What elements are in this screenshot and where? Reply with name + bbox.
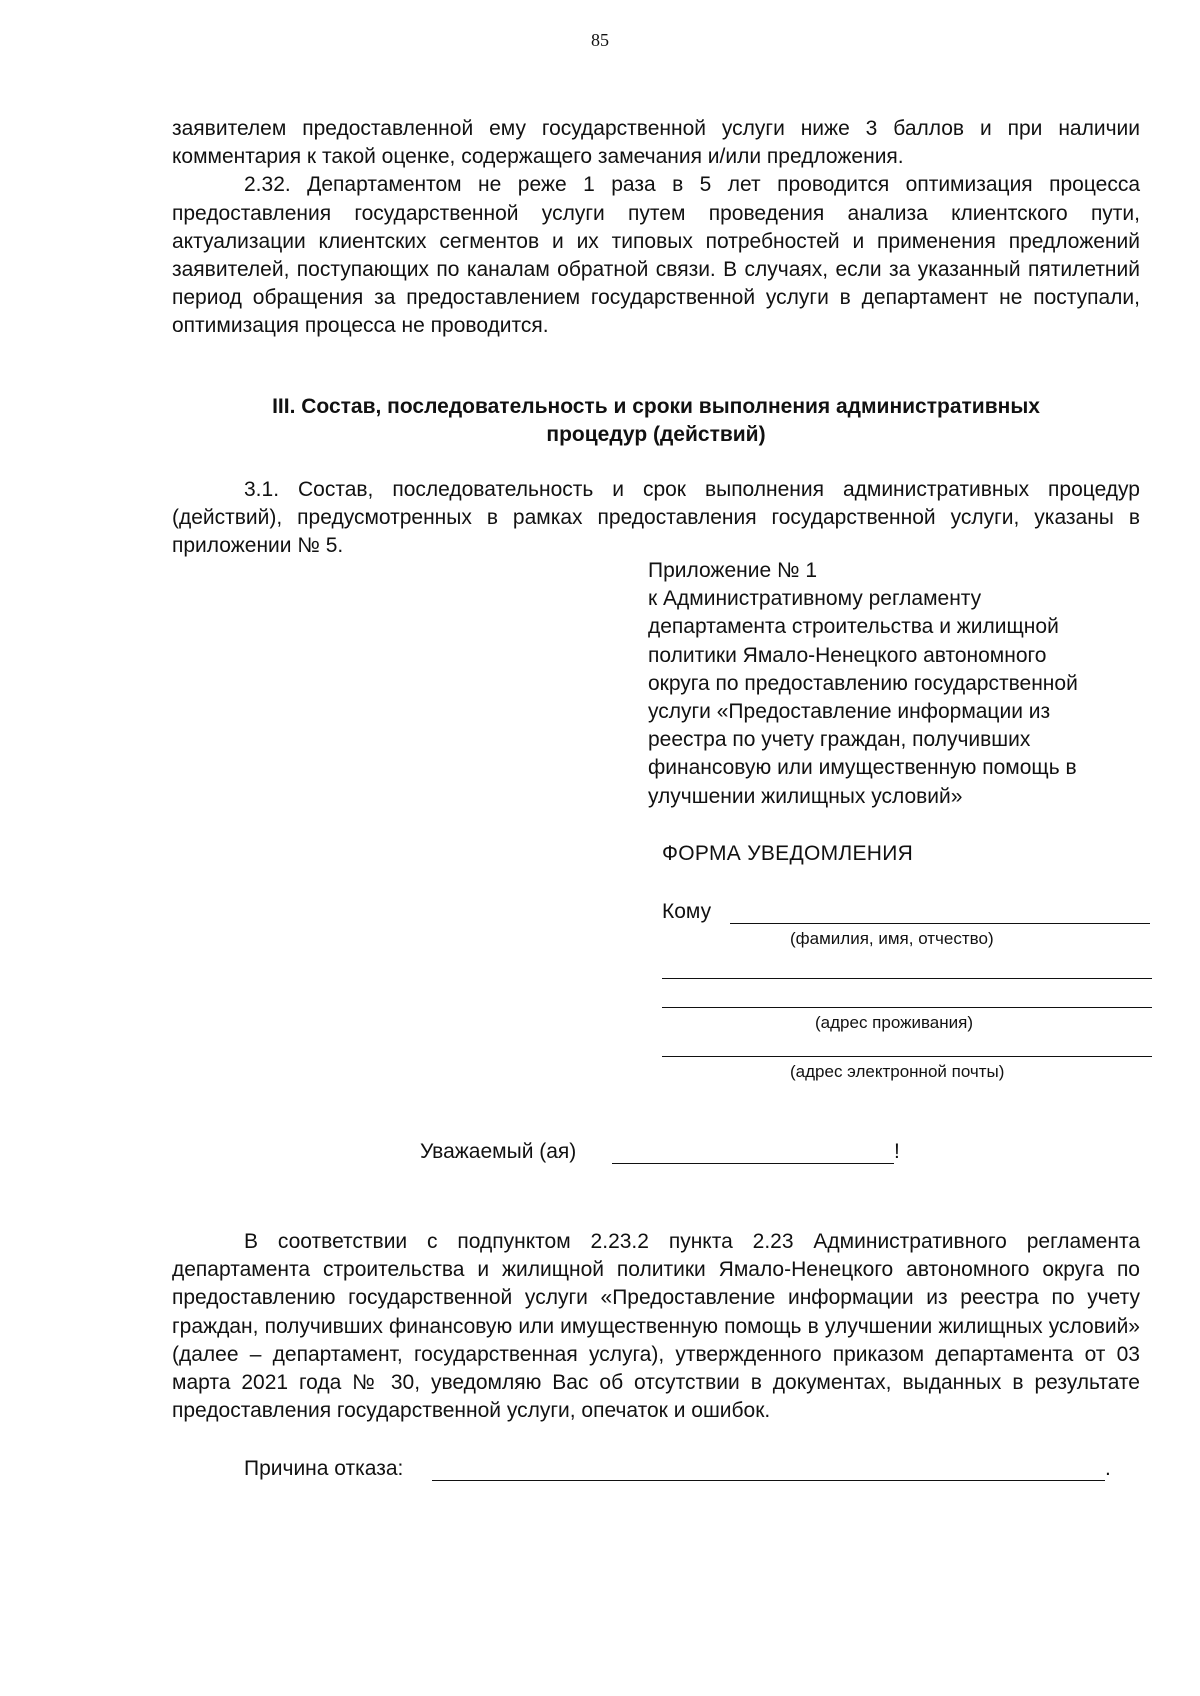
appendix-line: округа по предоставлению государственной — [648, 671, 1078, 695]
paragraph-3-1: 3.1. Состав, последовательность и срок выполнения административных процедур (действий), предусмотренных в рамках предоставления государственной услуги, указаны в приложении № 5. — [172, 478, 1140, 558]
recipient-name-caption: (фамилия, имя, отчество) — [790, 929, 994, 948]
appendix-line: финансовую или имущественную помощь в — [648, 756, 1077, 780]
section-heading — [172, 393, 1140, 449]
appendix-line: реестра по учету граждан, получивших — [648, 728, 1031, 752]
page-number: 85 — [591, 30, 609, 50]
notification-body — [172, 1228, 1140, 1425]
greeting-label: Уважаемый (ая) — [420, 1140, 577, 1163]
appendix-header — [648, 557, 1148, 811]
email-line — [662, 1056, 1152, 1057]
section-3-text — [172, 476, 1140, 561]
appendix-line: услуги «Предоставление информации из — [648, 700, 1051, 724]
intro-paragraph: заявителем предоставленной ему государственной услуги ниже 3 баллов и при наличии комментария к такой оценке, содержащего замечания и/или предложения. — [172, 117, 1140, 169]
recipient-label: Кому — [662, 900, 712, 923]
reason-label: Причина отказа: — [244, 1457, 404, 1480]
section-heading-line-1: III. Состав, последовательность и сроки выполнения административных — [272, 395, 1040, 418]
address-line-1 — [662, 978, 1152, 979]
address-line-2 — [662, 1007, 1152, 1008]
appendix-line: Приложение № 1 — [648, 559, 818, 582]
email-caption: (адрес электронной почты) — [790, 1062, 1005, 1081]
appendix-line: политики Ямало-Ненецкого автономного — [648, 643, 1047, 667]
appendix-line: департамента строительства и жилищной — [648, 615, 1059, 639]
notification-paragraph: В соответствии с подпунктом 2.23.2 пункта 2.23 Административного регламента департамента строительства и жилищной политики Ямало-Ненецкого автономного округа по предоставлению государственной услуги «Предоставление информации из реестра по учету граждан, получивших финансовую или имущественную помощь в улучшении жилищных условий» (далее – департамент, государственная услуга), утвержденного приказом департамента от 03 марта 2021 года № 30, уведомляю Вас об отсутствии в документах, выданных в результате предоставления государственной услуги, опечаток и ошибок. — [172, 1230, 1140, 1423]
greeting-exclamation: ! — [894, 1140, 900, 1163]
greeting-name-line — [612, 1163, 894, 1164]
reason-line — [432, 1480, 1105, 1481]
appendix-line: к Административному регламенту — [648, 587, 982, 611]
address-caption: (адрес проживания) — [815, 1013, 974, 1032]
intro-text — [172, 115, 1140, 341]
section-heading-line-2: процедур (действий) — [546, 423, 766, 446]
paragraph-2-32: 2.32. Департаментом не реже 1 раза в 5 лет проводится оптимизация процесса предоставления государственной услуги путем проведения анализа клиентского пути, актуализации клиентских сегментов и их типовых потребностей и применения предложений заявителей, поступающих по каналам обратной связи. В случаях, если за указанный пятилетний период обращения за предоставлением государственной услуги в департамент не поступали, оптимизация процесса не проводится. — [172, 173, 1140, 338]
recipient-name-line — [730, 923, 1150, 924]
form-title: ФОРМА УВЕДОМЛЕНИЯ — [662, 842, 914, 865]
appendix-line: улучшении жилищных условий» — [648, 784, 963, 808]
reason-period: . — [1105, 1457, 1111, 1480]
